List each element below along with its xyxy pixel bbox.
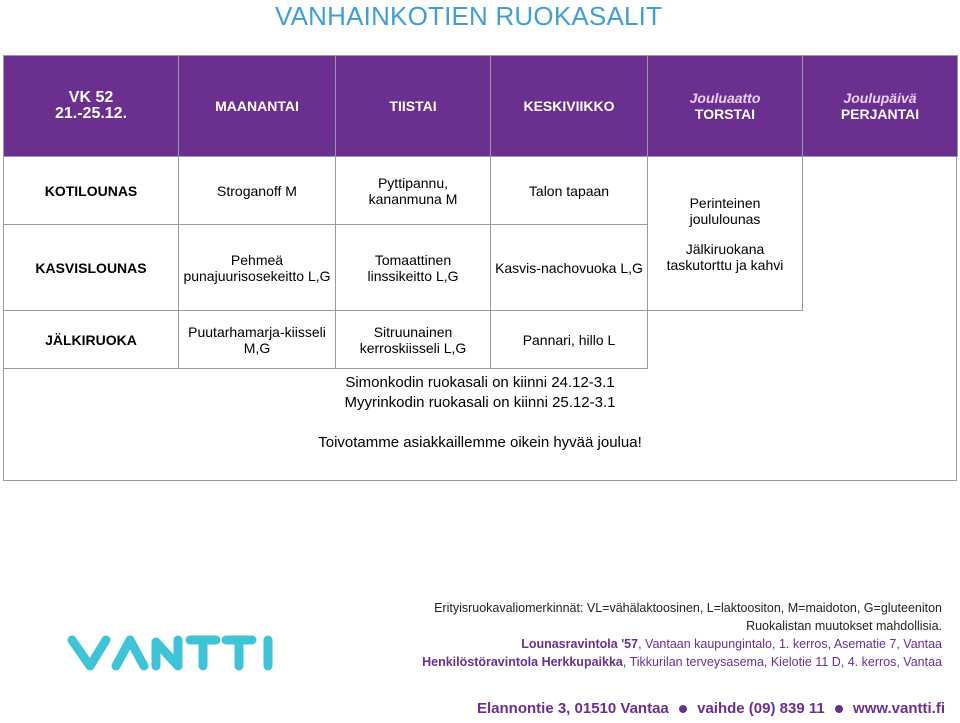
thursday-special: Perinteinen joululounas Jälkiruokana taskutorttu ja kahvi <box>648 157 803 311</box>
address: Elannontie 3, 01510 Vantaa <box>477 700 669 717</box>
row-label: KOTILOUNAS <box>4 157 179 225</box>
footer-info <box>422 599 942 671</box>
website-link[interactable]: www.vantti.fi <box>853 700 945 717</box>
empty-cell <box>803 157 958 225</box>
empty-cell <box>803 225 958 311</box>
table-row <box>4 225 958 311</box>
restaurant-line: Henkilöstöravintola Herkkupaikka, Tikkurilan terveysasema, Kielotie 11 D, 4. kerros, Vantaa <box>422 655 942 669</box>
menu-cell: Kasvis-nachovuoka L,G <box>491 225 648 311</box>
header-row <box>4 56 958 157</box>
holiday-label: Joulupäivä <box>843 90 917 106</box>
changes-note: Ruokalistan muutokset mahdollisia. <box>746 619 942 633</box>
greeting: Toivotamme asiakkaillemme oikein hyvää joulua! <box>318 434 642 451</box>
vantti-logo-icon <box>66 628 281 676</box>
bullet-icon <box>679 705 687 713</box>
phone: vaihde (09) 839 11 <box>697 700 825 717</box>
contact-bar <box>477 700 945 717</box>
closure-note: Simonkodin ruokasali on kiinni 24.12-3.1 <box>345 374 615 391</box>
menu-cell: Pehmeä punajuurisosekeitto L,G <box>179 225 336 311</box>
bullet-icon <box>835 705 843 713</box>
table-row <box>4 311 958 369</box>
table-row <box>4 157 958 225</box>
menu-cell: Stroganoff M <box>179 157 336 225</box>
menu-cell: Puutarhamarja-kiisseli M,G <box>179 311 336 369</box>
closure-note: Myyrinkodin ruokasali on kiinni 25.12-3.1 <box>344 394 616 411</box>
page-title: VANHAINKOTIEN RUOKASALIT <box>275 1 663 31</box>
row-label: KASVISLOUNAS <box>4 225 179 311</box>
day-wednesday: KESKIVIIKKO <box>491 56 648 157</box>
diet-legend: Erityisruokavaliomerkinnät: VL=vähälaktoosinen, L=laktoositon, M=maidoton, G=gluteeniton <box>434 601 942 615</box>
menu-cell: Pannari, hillo L <box>491 311 648 369</box>
menu-cell: Pyttipannu, kananmuna M <box>336 157 491 225</box>
empty-cell <box>803 311 958 369</box>
menu-cell: Talon tapaan <box>491 157 648 225</box>
day-friday: Joulupäivä PERJANTAI <box>803 56 958 157</box>
holiday-label: Jouluaatto <box>689 90 761 106</box>
empty-cell <box>648 311 803 369</box>
row-label: JÄLKIRUOKA <box>4 311 179 369</box>
day-thursday: Jouluaatto TORSTAI <box>648 56 803 157</box>
week-cell: VK 52 21.-25.12. <box>4 56 179 157</box>
menu-cell: Sitruunainen kerroskiisseli L,G <box>336 311 491 369</box>
day-monday: MAANANTAI <box>179 56 336 157</box>
menu-cell: Tomaattinen linssikeitto L,G <box>336 225 491 311</box>
menu-table <box>3 55 958 369</box>
day-tuesday: TIISTAI <box>336 56 491 157</box>
restaurant-line: Lounasravintola '57, Vantaan kaupungintalo, 1. kerros, Asematie 7, Vantaa <box>521 637 942 651</box>
